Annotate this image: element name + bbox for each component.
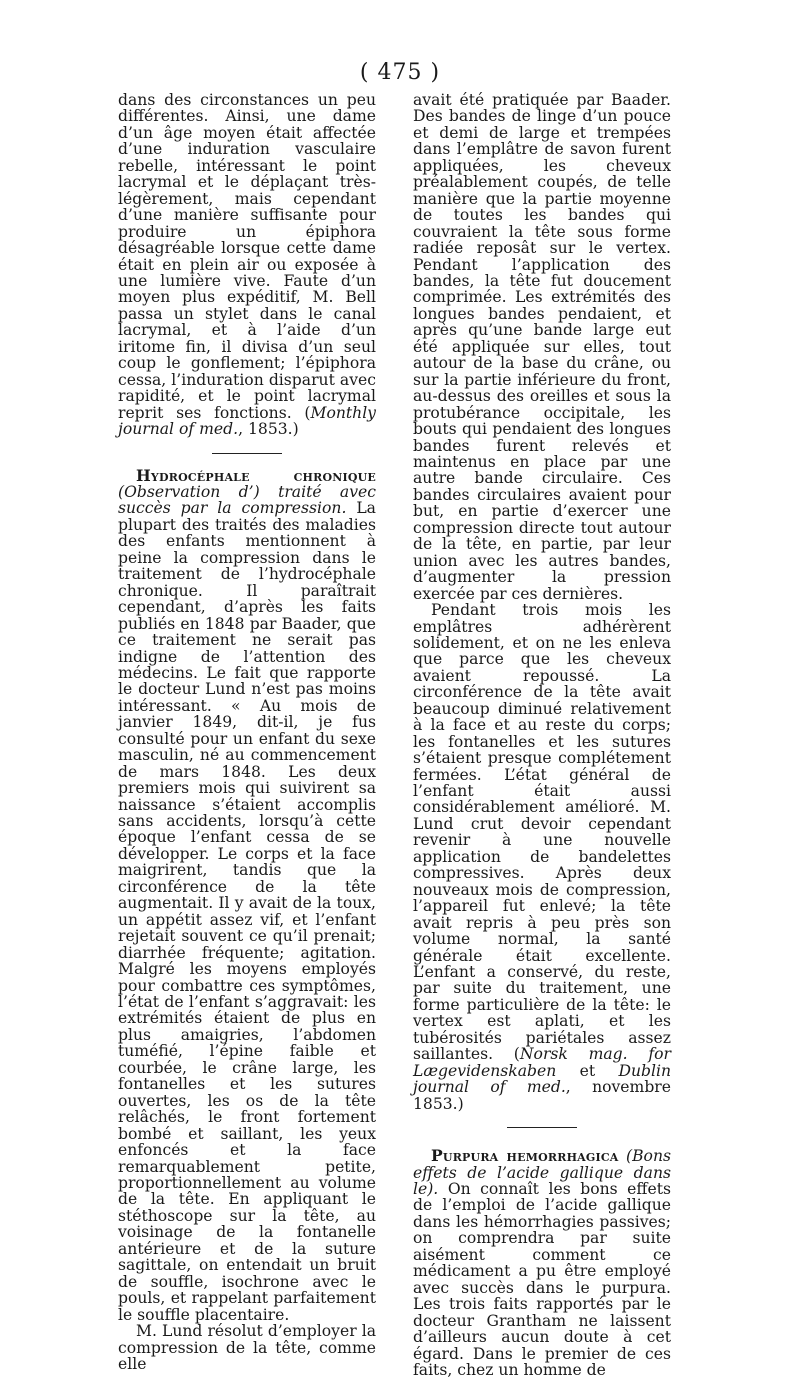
citation-source: Dublin journal of med. bbox=[413, 1061, 671, 1097]
section-subheading: (Bons effets de l’acide gallique dans le). bbox=[413, 1147, 671, 1198]
paragraph-lacrymal-case: dans des circonstances un peu différentes. Ainsi, une dame d’un âge moyen était affectée d’une induration vasculaire rebelle, intéressant le point lacrymal et le déplaçant très-légèrement, mais cependant d’une manière suffisante pour produire un épiphora désagréable lorsque cette dame était en plein air ou exposée à une lumière vive. Faute d’un moyen plus expéditif, M. Bell passa un stylet dans le canal lacrymal, et à l’aide d’un iritome fin, il divisa d’un seul coup le gonflement; l’épiphora cessa, l’induration disparut avec rapidité, et le point lacrymal reprit ses fonctions. (Monthly journal of med., 1853.) bbox=[118, 91, 376, 439]
section-divider bbox=[212, 453, 282, 454]
paragraph-lund-compression: M. Lund résolut d’employer la compression de la tête, comme elle bbox=[118, 1322, 376, 1373]
section-heading-purpura: Purpura hemorrhagica bbox=[431, 1146, 619, 1166]
paragraph-resultats: Pendant trois mois les emplâtres adhérèrent solidement, et on ne les enleva que parce que les cheveux avaient repoussé. La circonférence de la tête avait beaucoup diminué relativement à la face et au reste du corps; les fontanelles et les sutures s’étaient presque complétement fermées. L’état général de l’enfant était aussi considérablement amélioré. M. Lund crut devoir cependant revenir à une nouvelle application de bandelettes compressives. Après deux nouveaux mois de compression, l’appareil fut enlevé; la tête avait repris à peu près son volume normal, la santé générale était excellente. L’enfant a conservé, du reste, par suite du traitement, une forme particulière de la tête: le vertex est aplati, et les tubérosités pariétales assez saillantes. (Norsk mag. for Lægevidenskaben et Dublin journal of med., novembre 1853.) bbox=[413, 601, 671, 1113]
right-column bbox=[413, 92, 671, 1378]
paragraph-hydrocephale: Hydrocéphale chronique (Observation d’) traité avec succès par la compression. La plupart des traités des maladies des enfants mentionnent à peine la compression dans le traitement de l’hydrocéphale chronique. Il paraîtrait cependant, d’après les faits publiés en 1848 par Baader, que ce traitement ne serait pas indigne de l’attention des médecins. Le fait que rapporte le docteur Lund n’est pas moins intéressant. « Au mois de janvier 1849, dit-il, je fus consulté pour un enfant du sexe masculin, né au commencement de mars 1848. Les deux premiers mois qui suivirent sa naissance s’étaient accomplis sans accidents, lorsqu’à cette époque l’enfant cessa de se développer. Le corps et la face maigrirent, tandis que la circonférence de la tête augmentait. Il y avait de la toux, un appétit assez vif, et l’enfant rejetait souvent ce qu’il prenait; diarrhée fréquente; agitation. Malgré les moyens employés pour combattre ces symptômes, l’état de l’enfant s’aggravait: les extrémités étaient de plus en plus amaigries, l’abdomen tuméfié, l’épine faible et courbée, le crâne large, les fontanelles et les sutures ouvertes, les os de la tête relâchés, le front fortement bombé et saillant, les yeux enfoncés et la face remarquablement petite, proportionnellement au volume de la tête. En appliquant le stéthoscope sur la tête, au voisinage de la fontanelle antérieure et de la suture sagittale, on entendait un bruit de souffle, isochrone avec le pouls, et rappelant parfaitement le souffle placentaire. bbox=[118, 465, 376, 1324]
citation-source: Norsk mag. for Lægevidenskaben bbox=[413, 1045, 671, 1080]
section-divider bbox=[507, 1127, 577, 1128]
left-column bbox=[118, 92, 376, 1372]
paragraph-purpura: Purpura hemorrhagica (Bons effets de l’acide gallique dans le). On connaît les bons effets de l’emploi de l’acide gallique dans les hémorrhagies passives; on comprendra par suite aisément comment ce médicament a pu être employé avec succès dans le purpura. Les trois faits rapportés par le docteur Grantham ne laissent d’ailleurs aucun doute à cet égard. Dans le premier de ces faits, chez un homme de bbox=[413, 1146, 671, 1379]
page-number: ( 475 ) bbox=[359, 60, 441, 85]
paragraph-bandes: avait été pratiquée par Baader. Des bandes de linge d’un pouce et demi de large et trempées dans l’emplâtre de savon furent appliquées, les cheveux préalablement coupés, de telle manière que la partie moyenne de toutes les bandes qui couvraient la tête sous forme radiée reposât sur le vertex. Pendant l’application des bandes, la tête fut doucement comprimée. Les extrémités des longues bandes pendaient, et après qu’une bande large eut été appliquée sur elles, tout autour de la base du crâne, ou sur la partie inférieure du front, au-dessus des oreilles et sous la protubérance occipitale, les bouts qui pendaient des longues bandes furent relevés et maintenus en place par une autre bande circulaire. Ces bandes circulaires avaient pour but, en partie d’exercer une compression directe tout autour de la tête, en partie, par leur union avec les autres bandes, d’augmenter la pression exercée par ces dernières. bbox=[413, 91, 671, 603]
section-subheading: (Observation d’) traité avec succès par la compression. bbox=[118, 482, 376, 518]
citation-source: Monthly journal of med. bbox=[118, 403, 376, 439]
section-heading-hydrocephale: Hydrocéphale chronique bbox=[136, 465, 376, 485]
